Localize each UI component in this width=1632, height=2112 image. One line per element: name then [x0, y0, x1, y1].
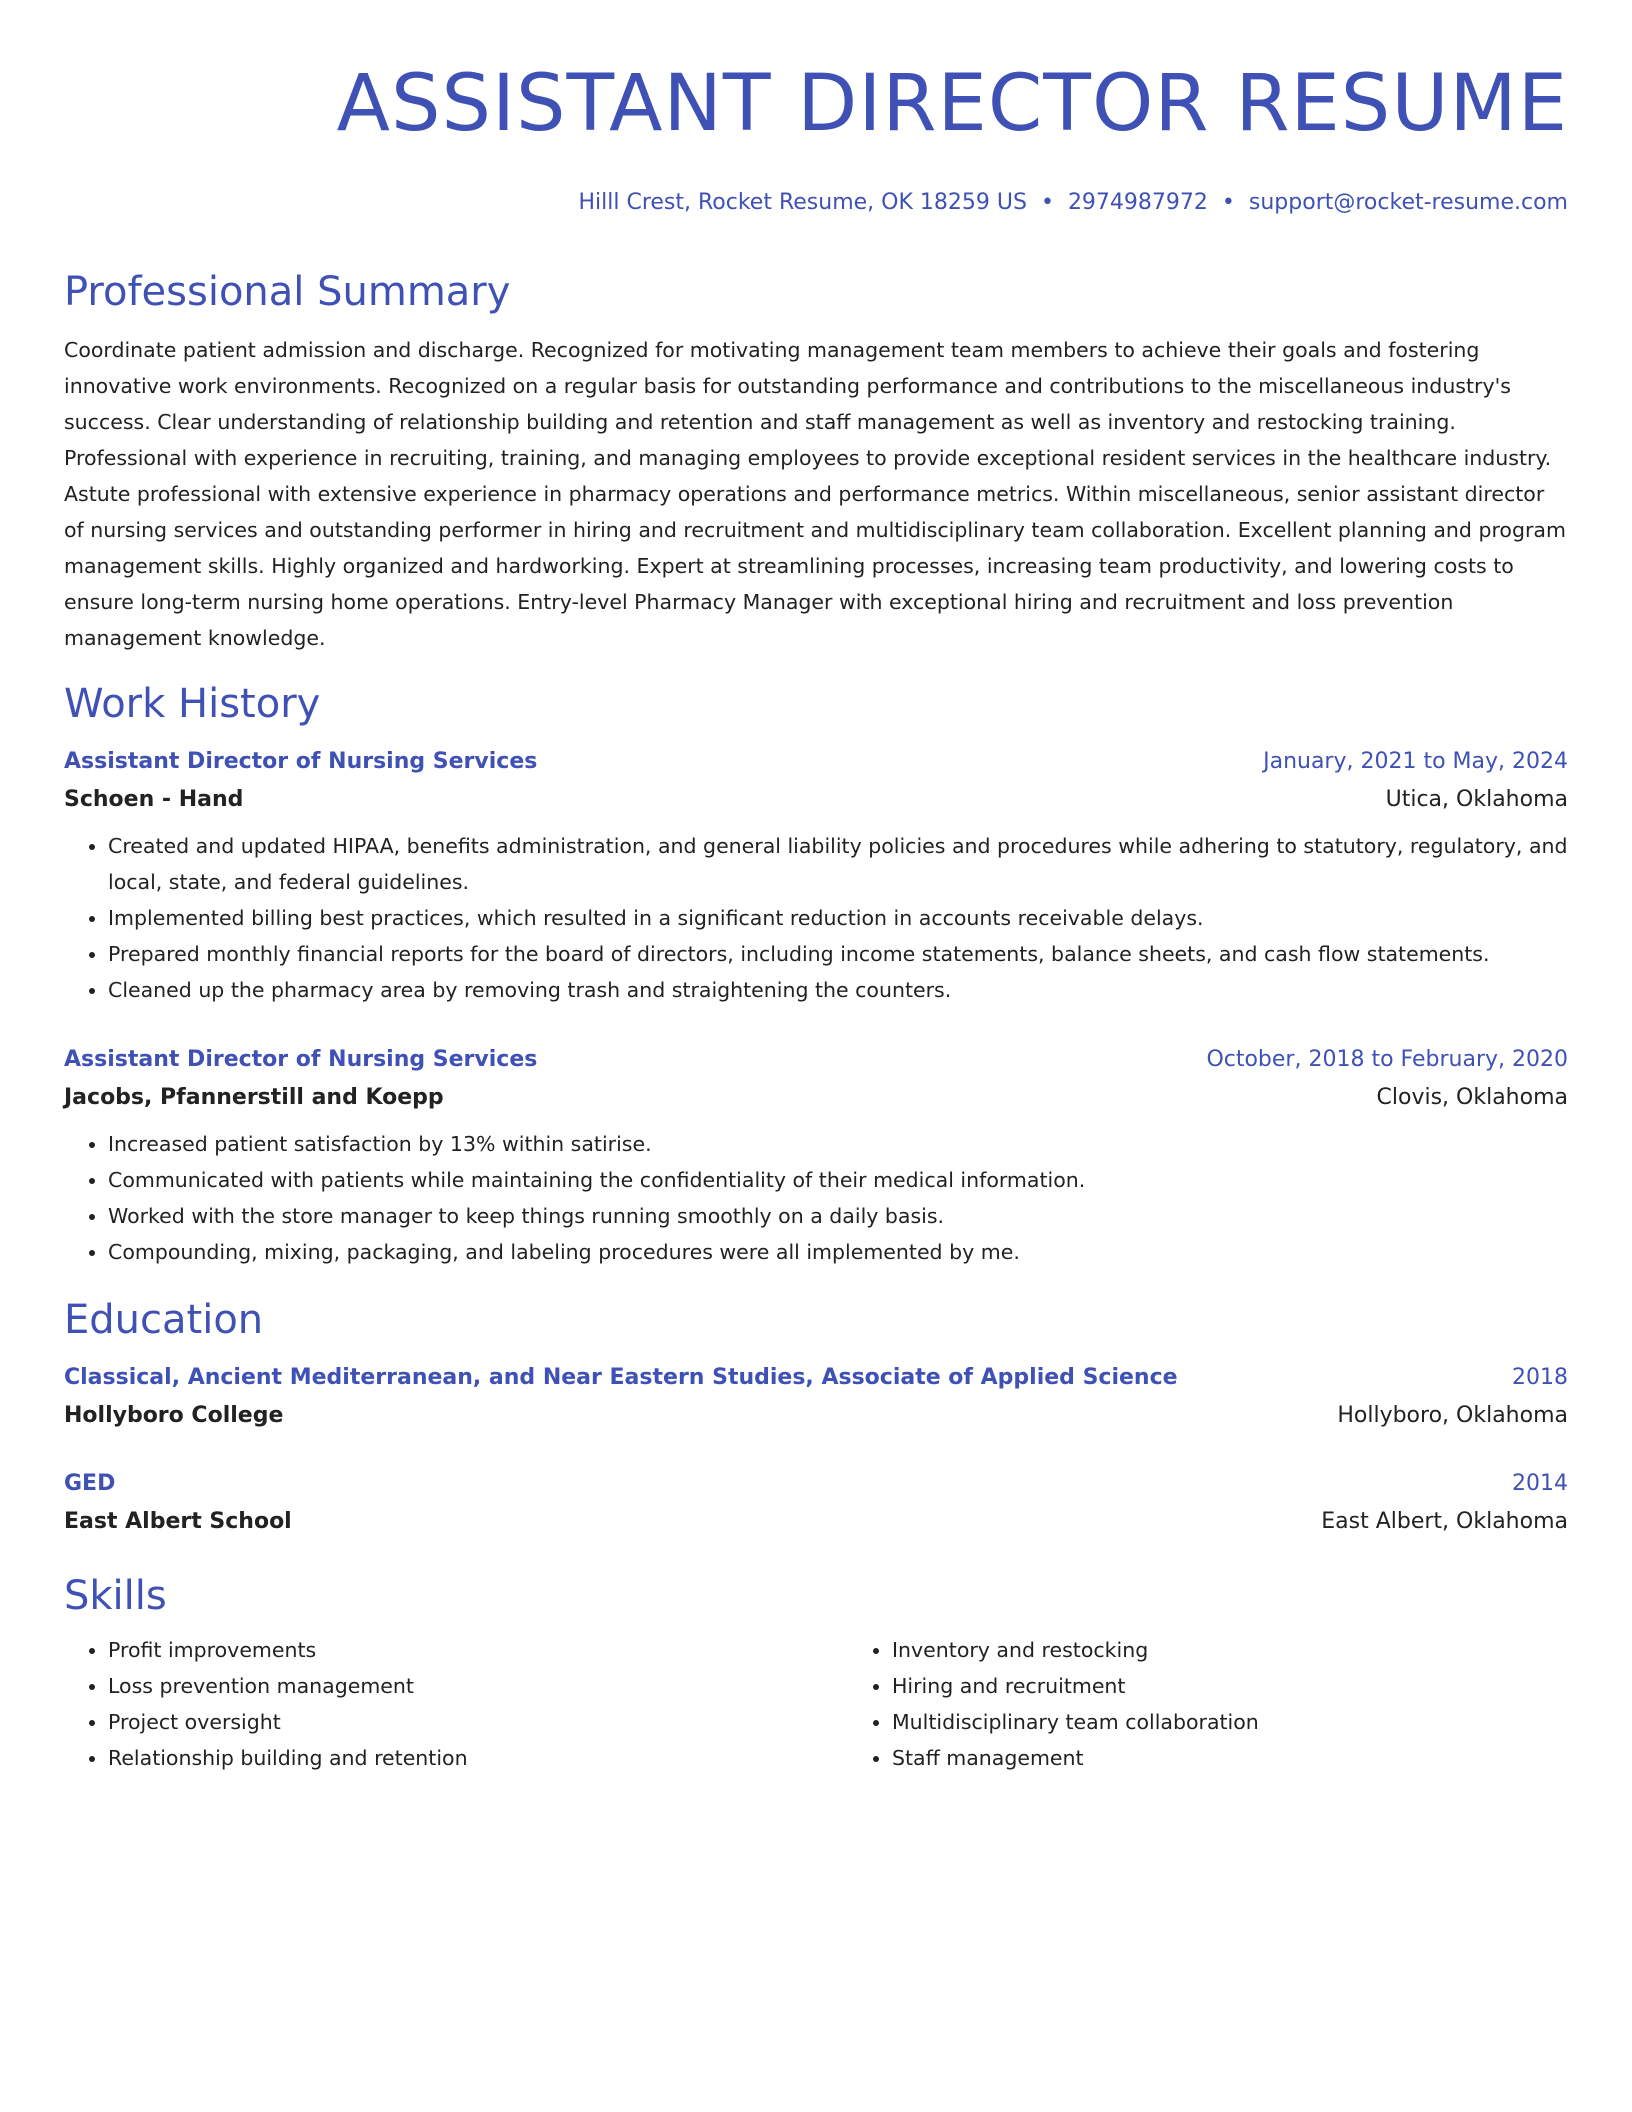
resume-header — [64, 56, 1568, 218]
contact-phone: 2974987972 — [1067, 190, 1208, 215]
skills-heading: Skills — [64, 1573, 167, 1619]
skills-list-left — [64, 1632, 848, 1776]
job-company: Schoen - Hand — [64, 787, 244, 812]
job-company-row — [64, 780, 1568, 820]
education-school-row — [64, 1502, 1568, 1542]
job-bullet: • Cleaned up the pharmacy area by removing trash and straightening the counters. — [108, 972, 1568, 1008]
skill-item: • Staff management — [892, 1740, 1632, 1776]
education-school-row — [64, 1396, 1568, 1436]
skill-item: • Profit improvements — [108, 1632, 848, 1668]
education-degree: GED — [64, 1471, 116, 1496]
education-year: 2014 — [1512, 1471, 1568, 1496]
skills-columns — [64, 1632, 1568, 1776]
education-degree: Classical, Ancient Mediterranean, and Near Eastern Studies, Associate of Applied Science — [64, 1365, 1178, 1390]
job-company: Jacobs, Pfannerstill and Koepp — [64, 1085, 444, 1110]
job-bullet: • Communicated with patients while maintaining the confidentiality of their medical information. — [108, 1162, 1568, 1198]
skill-item: • Multidisciplinary team collaboration — [892, 1704, 1632, 1740]
contact-line — [64, 188, 1568, 218]
job-bullet: • Compounding, mixing, packaging, and labeling procedures were all implemented by me. — [108, 1234, 1568, 1270]
job-bullet: • Worked with the store manager to keep things running smoothly on a daily basis. — [108, 1198, 1568, 1234]
skill-item: • Inventory and restocking — [892, 1632, 1632, 1668]
job-entry — [64, 744, 1568, 1008]
skill-item: • Hiring and recruitment — [892, 1668, 1632, 1704]
job-dates: January, 2021 to May, 2024 — [1263, 749, 1568, 774]
job-title: Assistant Director of Nursing Services — [64, 749, 538, 774]
job-title-row — [64, 744, 1568, 780]
education-degree-row — [64, 1466, 1568, 1502]
professional-summary-heading: Professional Summary — [64, 269, 511, 315]
education-school: East Albert School — [64, 1509, 292, 1534]
skills-list-right — [848, 1632, 1632, 1776]
job-company-row — [64, 1078, 1568, 1118]
education-degree-row — [64, 1360, 1568, 1396]
education-school: Hollyboro College — [64, 1403, 284, 1428]
job-bullet: • Implemented billing best practices, which resulted in a significant reduction in accounts receivable delays. — [108, 900, 1568, 936]
education-entry — [64, 1360, 1568, 1436]
skill-item: • Loss prevention management — [108, 1668, 848, 1704]
work-history-heading: Work History — [64, 681, 321, 727]
contact-email: support@rocket-resume.com — [1248, 190, 1568, 215]
education-year: 2018 — [1512, 1365, 1568, 1390]
job-entry — [64, 1042, 1568, 1270]
education-entry — [64, 1466, 1568, 1542]
contact-separator: • — [1221, 190, 1235, 215]
skill-item: • Relationship building and retention — [108, 1740, 848, 1776]
job-location: Clovis, Oklahoma — [1376, 1085, 1568, 1110]
education-heading: Education — [64, 1297, 264, 1343]
professional-summary-text: Coordinate patient admission and discharge. Recognized for motivating management team members to achieve their goals and fostering innovative work environments. Recognized on a regular basis for outstanding performance and contributions to the miscellaneous industry's success. Clear understanding of relationship building and retention and staff management as well as inventory and restocking training. Professional with experience in recruiting, training, and managing employees to provide exceptional resident services in the healthcare industry. Astute professional with extensive experience in pharmacy operations and performance metrics. Within miscellaneous, senior assistant director of nursing services and outstanding performer in hiring and recruitment and multidisciplinary team collaboration. Excellent planning and program management skills. Highly organized and hardworking. Expert at streamlining processes, increasing team productivity, and lowering costs to ensure long-term nursing home operations. Entry-level Pharmacy Manager with exceptional hiring and recruitment and loss prevention management knowledge. — [64, 338, 1566, 650]
contact-separator: • — [1040, 190, 1054, 215]
skill-item: • Project oversight — [108, 1704, 848, 1740]
job-bullets — [64, 828, 1568, 1008]
job-dates: October, 2018 to February, 2020 — [1206, 1047, 1568, 1072]
job-bullets — [64, 1126, 1568, 1270]
resume-title: ASSISTANT DIRECTOR RESUME — [336, 59, 1568, 149]
job-bullet: • Created and updated HIPAA, benefits administration, and general liability policies and procedures while adhering to statutory, regulatory, and local, state, and federal guidelines. — [108, 828, 1568, 900]
job-bullet: • Increased patient satisfaction by 13% within satirise. — [108, 1126, 1568, 1162]
education-location: Hollyboro, Oklahoma — [1337, 1403, 1568, 1428]
job-bullet: • Prepared monthly financial reports for the board of directors, including income statements, balance sheets, and cash flow statements. — [108, 936, 1568, 972]
contact-address: Hilll Crest, Rocket Resume, OK 18259 US — [578, 190, 1027, 215]
education-location: East Albert, Oklahoma — [1321, 1509, 1568, 1534]
job-location: Utica, Oklahoma — [1385, 787, 1568, 812]
job-title-row — [64, 1042, 1568, 1078]
job-title: Assistant Director of Nursing Services — [64, 1047, 538, 1072]
